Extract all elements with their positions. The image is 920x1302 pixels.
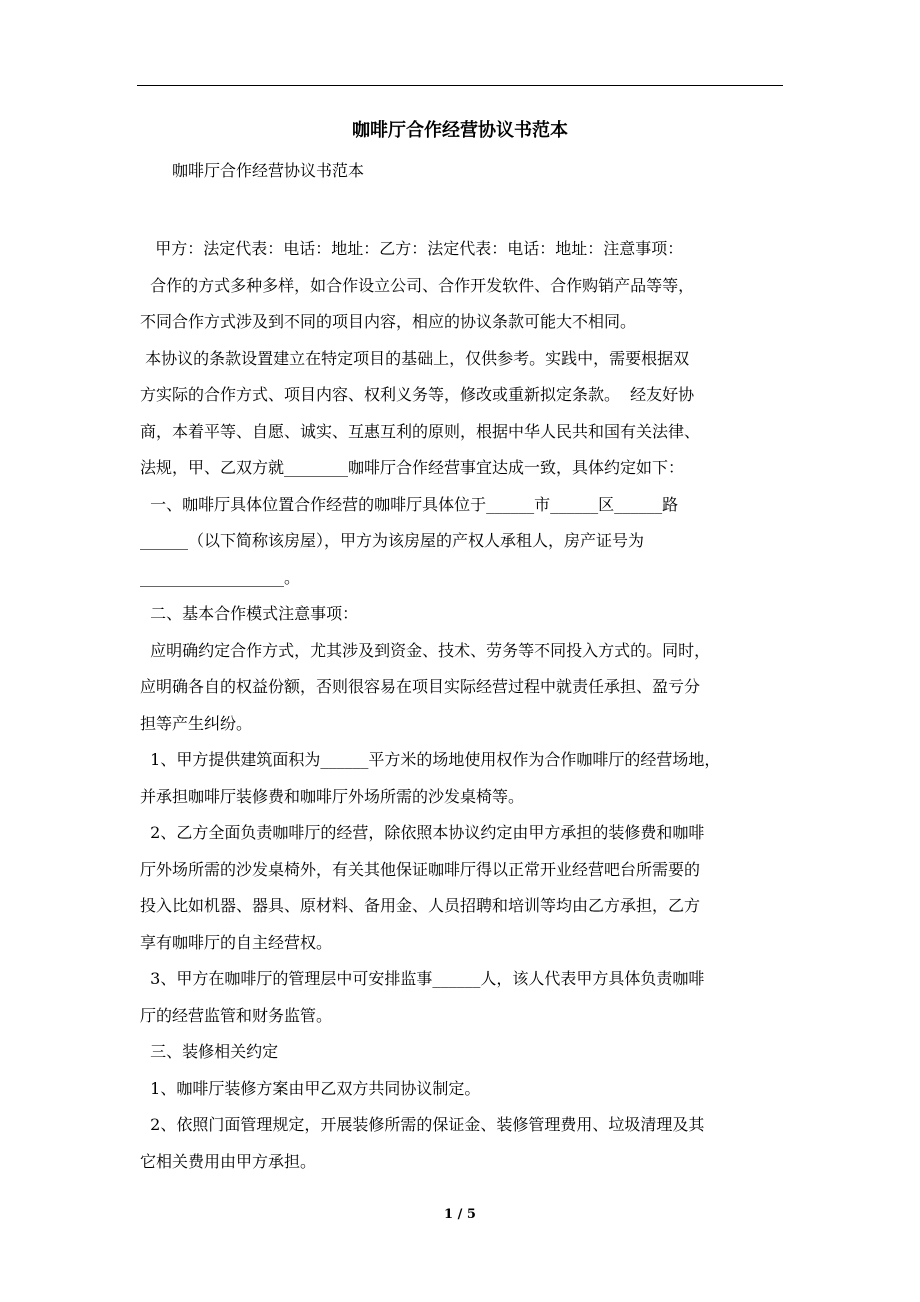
paragraph-clause-3-1: 1、咖啡厅装修方案由甲乙双方共同协议制定。 (140, 1078, 481, 1098)
paragraph-section-2-note: 应明确约定合作方式，尤其涉及到资金、技术、劳务等不同投入方式的。同时， 应明确各自的权益份额，否则很容易在项目实际经营过程中就责任承担、盈亏分 担等产生纠纷。 (140, 640, 711, 733)
paragraph-clause-2-3: 3、甲方在咖啡厅的管理层中可安排监事______人，该人代表甲方具体负责咖啡 厅的经营监管和财务监管。 (140, 969, 705, 1025)
paragraph-clause-2-1: 1、甲方提供建筑面积为______平方米的场地使用权作为合作咖啡厅的经营场地， 并承担咖啡厅装修费和咖啡厅外场所需的沙发桌椅等。 (140, 750, 721, 806)
page-number: 1 / 5 (444, 1207, 476, 1222)
paragraph-section-3-heading: 三、装修相关约定 (140, 1042, 279, 1061)
document-subtitle: 咖啡厅合作经营协议书范本 (172, 161, 365, 180)
paragraph-cooperation-forms: 合作的方式多种多样，如合作设立公司、合作开发软件、合作购销产品等等， 不同合作方式涉及到不同的项目内容，相应的协议条款可能大不相同。 (140, 275, 695, 331)
paragraph-section-1-location: 一、咖啡厅具体位置合作经营的咖啡厅具体位于______市______区______路 ______（以下简称该房屋），甲方为该房屋的产权人承租人，房产证号为 __________________。 (140, 494, 679, 587)
paragraph-clause-3-2: 2、依照门面管理规定，开展装修所需的保证金、装修管理费用、垃圾清理及其 它相关费用由甲方承担。 (140, 1115, 705, 1171)
header-rule (137, 85, 783, 86)
document-body (140, 231, 790, 1180)
paragraph-clause-2-2: 2、乙方全面负责咖啡厅的经营，除依照本协议约定由甲方承担的装修费和咖啡 厅外场所需的沙发桌椅外，有关其他保证咖啡厅得以正常开业经营吧台所需要的 投入比如机器、器具、原材料、备用金、人员招聘和培训等均由乙方承担，乙方 享有咖啡厅的自主经营权。 (140, 823, 705, 952)
paragraph-parties: 甲方：法定代表：电话：地址：乙方：法定代表：电话：地址：注意事项： (140, 239, 684, 258)
paragraph-terms-basis: 本协议的条款设置建立在特定项目的基础上，仅供参考。实践中，需要根据双 方实际的合作方式、项目内容、权利义务等，修改或重新拟定条款。 经友好协 商，本着平等、自愿、诚实、互惠互利的原则，根据中华人民共和国有关法律、 法规，甲、乙双方就________咖啡厅合作经营事宜达成一致，具体约定如下： (140, 348, 701, 477)
paragraph-section-2-heading: 二、基本合作模式注意事项： (140, 604, 359, 623)
document-title: 咖啡厅合作经营协议书范本 (352, 120, 568, 141)
